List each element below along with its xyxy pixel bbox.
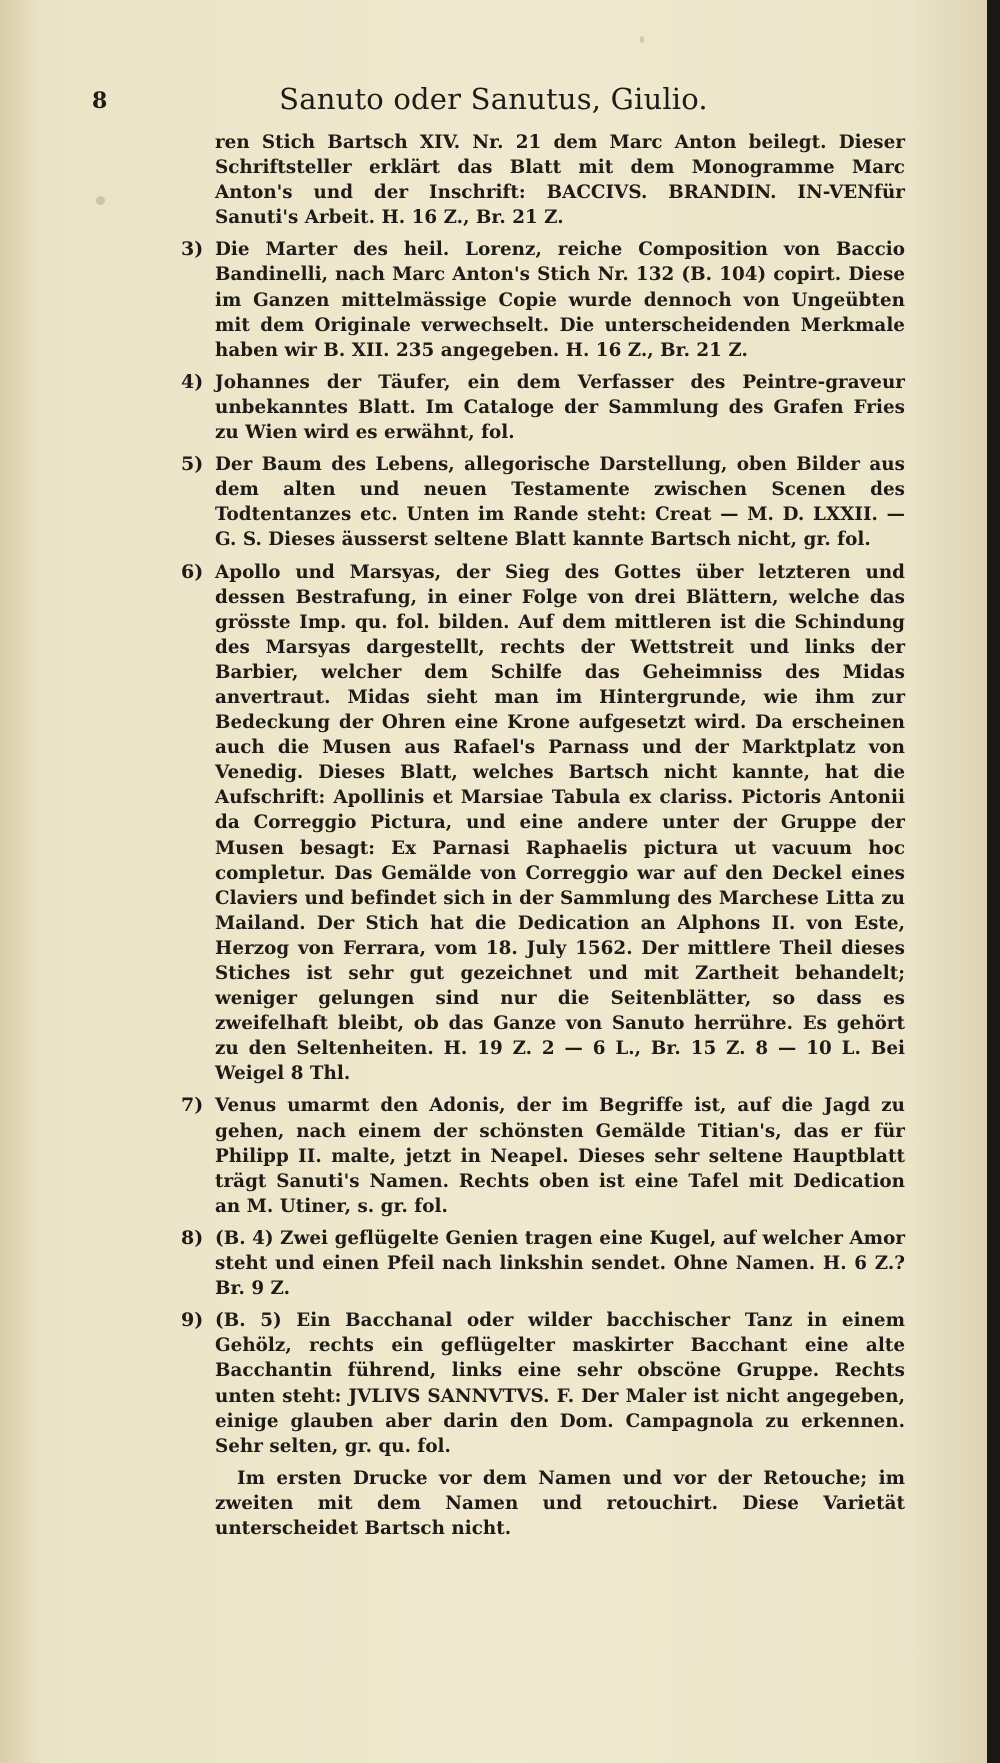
entry-number: 5)	[181, 453, 204, 476]
entry-number: 9)	[181, 1309, 204, 1332]
paper-stain	[96, 196, 105, 205]
page-number: 8	[92, 88, 108, 114]
entry-text: Venus umarmt den Adonis, der im Begriffe ist, auf die Jagd zu gehen, nach einem der schönsten Gemälde Titian's, das er für Philipp II. malte, jetzt in Neapel. Dieses sehr seltene Hauptblatt trägt Sanuti's Namen. Rechts oben ist eine Tafel mit Dedication an M. Utiner, s. gr. fol.	[215, 1095, 905, 1217]
entry-number: 3)	[181, 238, 204, 261]
entry-text: (B. 4) Zwei geflügelte Genien tragen eine Kugel, auf welcher Amor steht und einen Pfeil nach linkshin sendet. Ohne Namen. H. 6 Z.? Br. 9 Z.	[215, 1227, 905, 1300]
entry-5	[181, 452, 905, 552]
entry-6	[181, 560, 905, 1087]
entry-number: 7)	[181, 1094, 204, 1117]
entry-text: (B. 5) Ein Bacchanal oder wilder bacchischer Tanz in einem Gehölz, rechts ein geflügelter maskirter Bacchant eine alte Bacchantin führend, links eine sehr obscöne Gruppe. Rechts unten steht: JVLIVS SANNVTVS. F. Der Maler ist nicht angegeben, einige glauben aber darin den Dom. Campagnola zu erkennen. Sehr selten, gr. qu. fol.	[215, 1310, 905, 1457]
entry-text: Die Marter des heil. Lorenz, reiche Composition von Baccio Bandinelli, nach Marc Anton's Stich Nr. 132 (B. 104) copirt. Diese im Ganzen mittelmässige Copie wurde dennoch von Ungeübten mit dem Originale verwechselt. Die unterscheidenden Merkmale haben wir B. XII. 235 angegeben. H. 16 Z., Br. 21 Z.	[215, 239, 905, 361]
intro-paragraph	[215, 130, 905, 230]
closing-paragraph	[215, 1466, 905, 1541]
entry-8	[181, 1226, 905, 1301]
entry-number: 8)	[181, 1226, 204, 1249]
entry-text: Der Baum des Lebens, allegorische Darstellung, oben Bilder aus dem alten und neuen Testamente zwischen Scenen des Todtentanzes etc. Unten im Rande steht: Creat — M. D. LXXII. — G. S. Dieses äusserst seltene Blatt kannte Bartsch nicht, gr. fol.	[215, 454, 905, 551]
entry-4	[181, 370, 905, 445]
page-body	[181, 130, 905, 1541]
entry-number: 4)	[181, 370, 204, 393]
entry-text: Johannes der Täufer, ein dem Verfasser des Peintre-graveur unbekanntes Blatt. Im Cataloge der Sammlung des Grafen Fries zu Wien wird es erwähnt, fol.	[215, 371, 905, 444]
entry-9	[181, 1308, 905, 1459]
entry-text: Apollo und Marsyas, der Sieg des Gottes über letzteren und dessen Bestrafung, in einer Folge von drei Blättern, welche das grösste Imp. qu. fol. bilden. Auf dem mittleren ist die Schindung des Marsyas dargestellt, rechts der Wettstreit und links der Barbier, welcher dem Schilfe das Geheimniss des Midas anvertraut. Midas sieht man im Hintergrunde, wie ihm zur Bedeckung der Ohren eine Krone aufgesetzt wird. Da erscheinen auch die Musen aus Rafael's Parnass und der Marktplatz von Venedig. Dieses Blatt, welches Bartsch nicht kannte, hat die Aufschrift: Apollinis et Marsiae Tabula ex clariss. Pictoris Antonii da Correggio Pictura, und eine andere unter der Gruppe der Musen besagt: Ex Parnasi Raphaelis pictura ut vacuum hoc completur. Das Gemälde von Correggio war auf den Deckel eines Claviers und befindet sich in der Sammlung des Marchese Litta zu Mailand. Der Stich hat die Dedication an Alphons II. von Este, Herzog von Ferrara, vom 18. July 1562. Der mittlere Theil dieses Stiches ist sehr gut gezeichnet und mit Zartheit behandelt; weniger gelungen sind nur die Seitenblätter, so dass es zweifelhaft bleibt, ob das Ganze von Sanuto herrühre. Es gehört zu den Seltenheiten. H. 19 Z. 2 — 6 L., Br. 15 Z. 8 — 10 L. Bei Weigel 8 Thl.	[215, 561, 905, 1085]
entry-3	[181, 237, 905, 362]
running-head: Sanuto oder Sanutus, Giulio.	[279, 82, 708, 116]
paper-stain	[640, 36, 644, 43]
entry-7	[181, 1093, 905, 1218]
entry-number: 6)	[181, 560, 204, 583]
closing-text: Im ersten Drucke vor dem Namen und vor der Retouche; im zweiten mit dem Namen und retouchirt. Diese Varietät unterscheidet Bartsch nicht.	[215, 1467, 905, 1539]
intro-text: ren Stich Bartsch XIV. Nr. 21 dem Marc Anton beilegt. Dieser Schriftsteller erklärt das Blatt mit dem Monogramme Marc Anton's und der Inschrift: BACCIVS. BRANDIN. IN-VENfür Sanuti's Arbeit. H. 16 Z., Br. 21 Z.	[215, 132, 905, 229]
